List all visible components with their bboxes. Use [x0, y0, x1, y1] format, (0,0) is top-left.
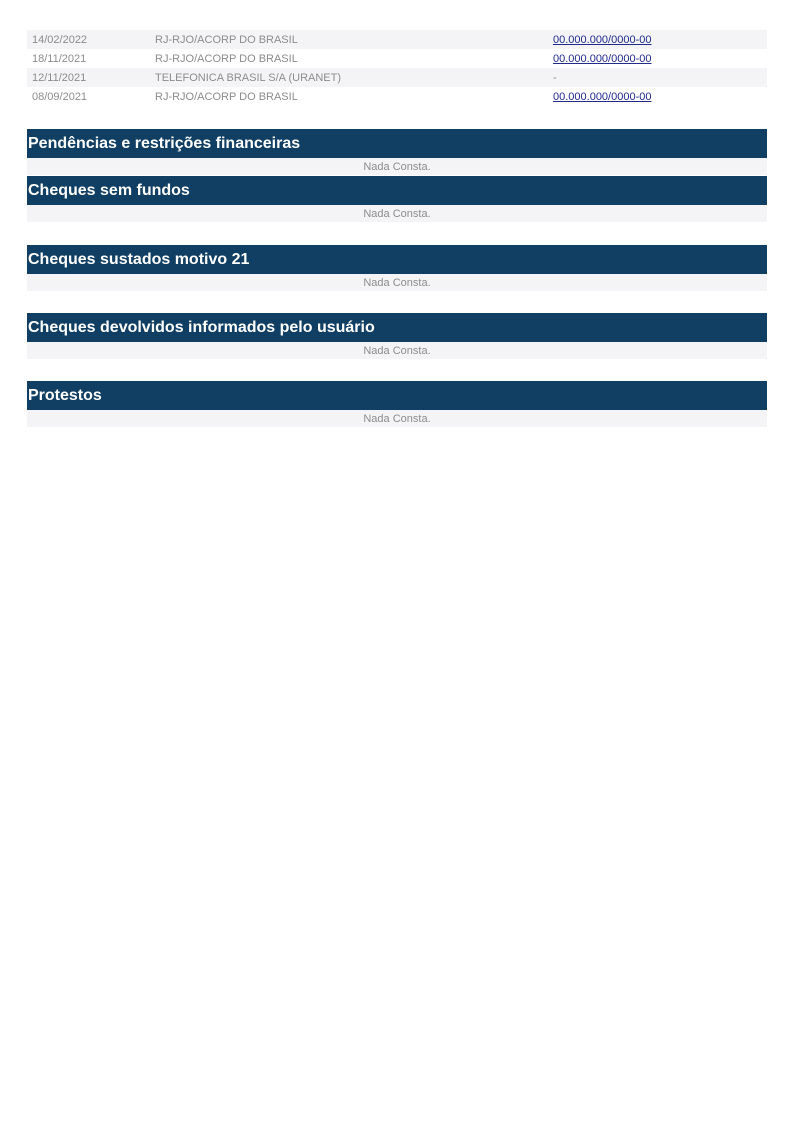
section-pendencias	[27, 129, 767, 175]
consulta-date: 14/02/2022	[32, 33, 88, 46]
consulta-company: RJ-RJO/ACORP DO BRASIL	[155, 52, 298, 65]
section-status: Nada Consta.	[27, 205, 767, 222]
consulta-document-empty: -	[553, 71, 557, 84]
section-status: Nada Consta.	[27, 274, 767, 291]
consulta-document-link[interactable]: 00.000.000/0000-00	[553, 90, 652, 103]
consulta-date: 18/11/2021	[32, 52, 87, 65]
section-title: Protestos	[27, 381, 767, 410]
section-protestos	[27, 381, 767, 427]
consulta-company: TELEFONICA BRASIL S/A (URANET)	[155, 71, 342, 84]
table-row	[27, 68, 767, 87]
consulta-document-link[interactable]: 00.000.000/0000-00	[553, 33, 652, 46]
table-row	[27, 49, 767, 68]
section-title: Cheques sustados motivo 21	[27, 245, 767, 274]
section-status: Nada Consta.	[27, 342, 767, 359]
consulta-document-link[interactable]: 00.000.000/0000-00	[553, 52, 652, 65]
section-cheques-sustados	[27, 245, 767, 291]
section-cheques-devolvidos	[27, 313, 767, 359]
consulta-company: RJ-RJO/ACORP DO BRASIL	[155, 90, 298, 103]
report-page	[27, 30, 767, 427]
section-status: Nada Consta.	[27, 158, 767, 175]
consulta-company: RJ-RJO/ACORP DO BRASIL	[155, 33, 298, 46]
section-title: Pendências e restrições financeiras	[27, 129, 767, 158]
table-row	[27, 30, 767, 49]
consultas-table	[27, 30, 767, 106]
section-title: Cheques devolvidos informados pelo usuário	[27, 313, 767, 342]
table-row	[27, 87, 767, 106]
section-title: Cheques sem fundos	[27, 176, 767, 205]
consulta-date: 08/09/2021	[32, 90, 88, 103]
section-status: Nada Consta.	[27, 410, 767, 427]
section-cheques-sem-fundos	[27, 176, 767, 222]
consulta-date: 12/11/2021	[32, 71, 87, 84]
